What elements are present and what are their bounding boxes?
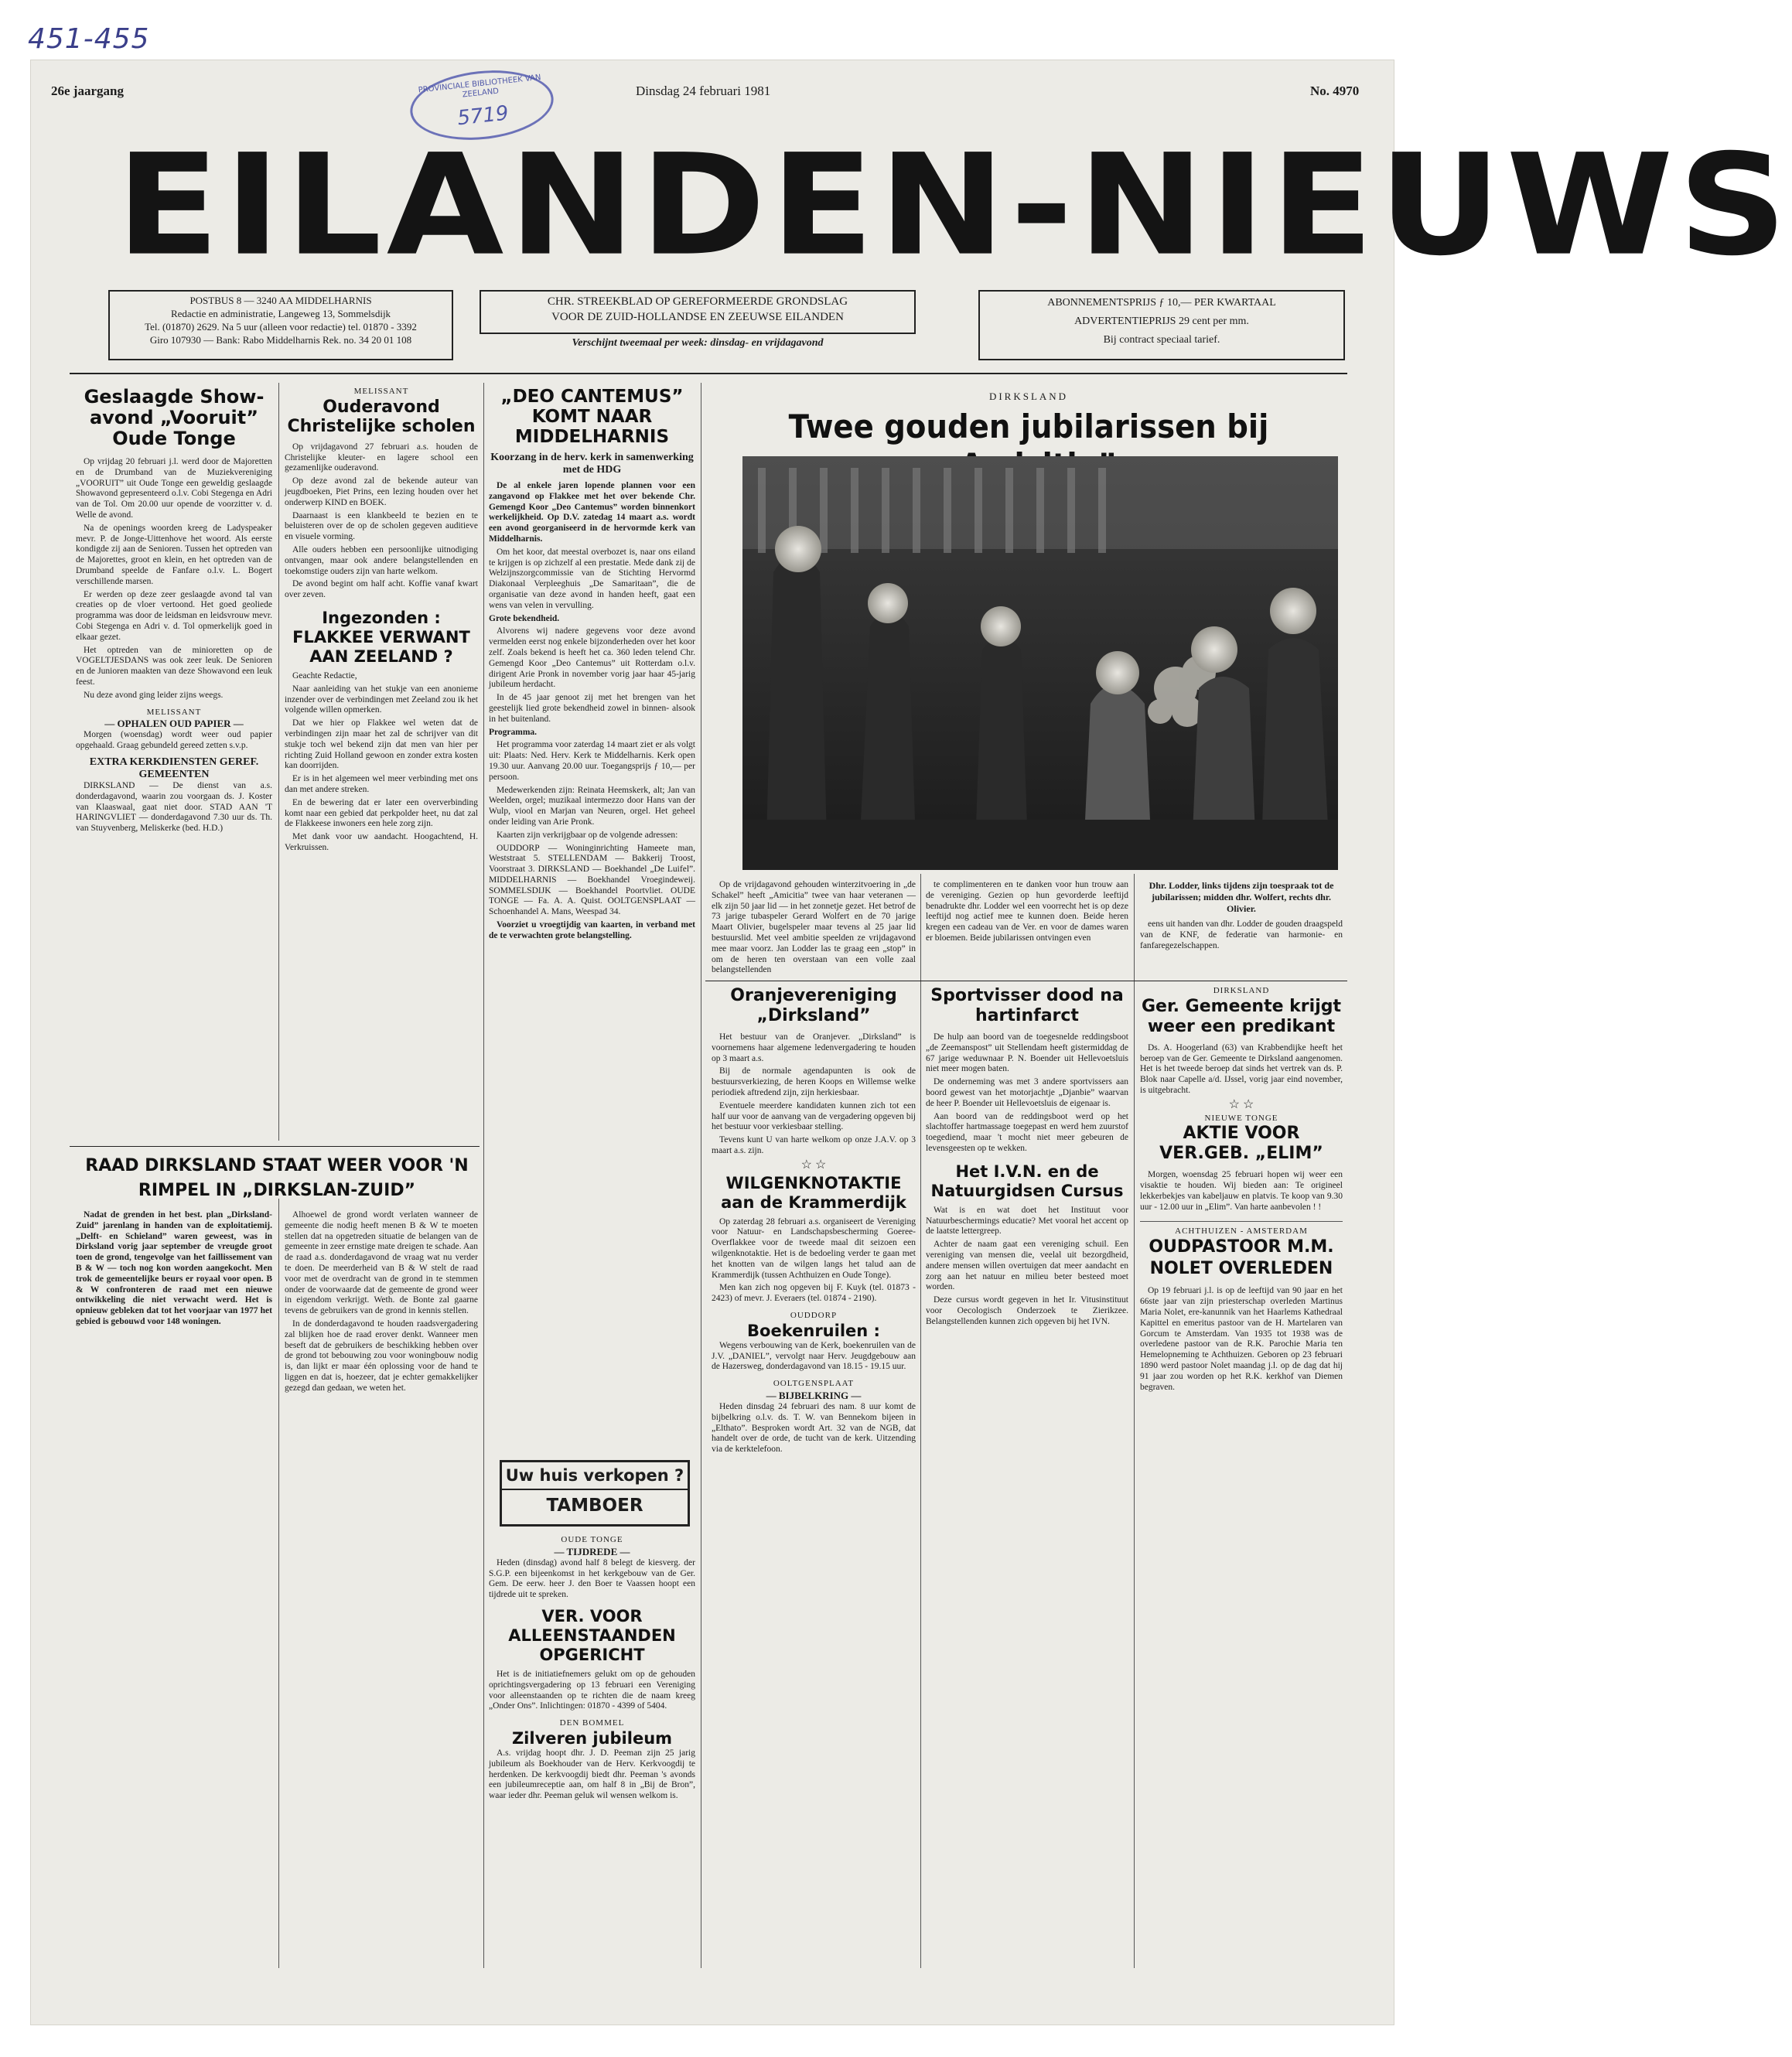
paragraph: Het bestuur van de Oranjever. „Dirksland” is voornemens haar algemene ledenvergadering te houden op 3 maart a.s.	[712, 1032, 916, 1063]
paragraph: Programma.	[489, 727, 538, 737]
column-1	[76, 387, 272, 1141]
paragraph: Aan boord van de reddingsboot werd op het slachtoffer hartmassage toegepast en werd hem zuurstof toegediend, maar 't mocht niet meer gebeuren de levensgeesten op te wekken.	[926, 1111, 1128, 1153]
headline-jubilarissen: Twee gouden jubilarissen bij	[788, 408, 1269, 445]
paragraph: Bij de normale agendapunten is ook de bestuursverkiezing, de heren Koops en Willemse welke periodiek aftredend zijn, zijn herkiesbaar.	[712, 1066, 916, 1097]
column-rule	[278, 1199, 279, 1968]
paragraph: Met dank voor uw aandacht. Hoogachtend, H. Verkruissen.	[285, 832, 478, 852]
ad-line: Uw huis verkopen ?	[502, 1462, 688, 1490]
paragraph: DIRKSLAND — De dienst van a.s. donderdagavond, waarin zou voorgaan ds. J. Koster van Klaaswaal, gaat niet door. STAD AAN 'T HARINGVLIET — donderdagavond 7.30 uur ds. Th. van Stuyvenberg, Meliskerke (bed. H.D.)	[76, 780, 272, 834]
bottom-col-b	[285, 1210, 478, 1968]
headline-oranjevereniging: Oranjevereniging „Dirksland”	[730, 986, 897, 1025]
paragraph: Wat is en wat doet het Instituut voor Natuurbeschermings educatie? Met vooral het accent op de laatste lettergreep.	[926, 1205, 1128, 1237]
paragraph: In de 45 jaar genoot zij met het brengen van het geestelijk lied grote bekendheid zowel in binnen- alsook in het buitenland.	[489, 693, 695, 724]
photo-jubilarissen	[742, 456, 1338, 870]
star-divider: ☆ ☆	[1228, 1097, 1254, 1111]
volume: 26e jaargang	[51, 84, 124, 98]
paragraph: Morgen, woensdag 25 februari hopen wij weer een visaktie te houden. Wij bieden aan: Te origineel lekkerbekjes van kabeljauw en platvis. Te koop van 9.30 uur - 12.00 uur in „Elim”. Van harte aanbevolen ! !	[1140, 1170, 1343, 1212]
kicker: DIRKSLAND	[1213, 986, 1270, 995]
column-rule	[920, 874, 921, 1968]
headline-sportvisser: Sportvisser dood na hartinfarct	[930, 986, 1124, 1025]
header-rule	[70, 373, 1347, 374]
paragraph: Daarnaast is een klankbeeld te bezien en te beluisteren over de op de scholen gegeven auditieve en visuele vorming.	[285, 510, 478, 542]
headline-ingezonden: Ingezonden : FLAKKEE VERWANT AAN ZEELAND ?	[292, 608, 470, 666]
paragraph: Wegens verbouwing van de Kerk, boekenruilen van de J.V. „DANIEL”, vervolgt naar Herv. Jeugdgebouw aan de Hazersweg, donderdagavond van 18.15 - 19.15 uur.	[712, 1340, 916, 1372]
paragraph: En de bewering dat er later een oververbinding komt naar een gebied dat perkpolder heet, nu dat zal de Flakkeese inwoners een hele zorg zijn.	[285, 797, 478, 829]
paragraph: Om het koor, dat meestal overbozet is, naar ons eiland te krijgen is op zichzelf al een prestatie. Mede dank zij de Welzijnszorgcommissie van de Stichting Hervormd Diakonaal Verpleeghuis „De Samaritaan”, die de organisatie van deze avond in handen heeft, gaat een wens van velen in vervulling.	[489, 547, 695, 610]
ad-tamboer[interactable]	[500, 1460, 690, 1527]
subtitle-line: VOOR DE ZUID-HOLLANDSE EN ZEEUWSE EILANDEN	[551, 311, 844, 323]
paragraph: Tevens kunt U van harte welkom op onze J.A.V. op 3 maart a.s. zijn.	[712, 1135, 916, 1155]
paragraph: Nadat de grenden in het best. plan „Dirksland-Zuid” jarenlang in handen van de exploitatiemij. „Delft- en Schieland” waren geweest, was in Dirksland vorig jaar september de vreugde groot toen de grond, tengevolge van het faillissement van B & W — toch nog kon worden aangekocht. Men trok de gemeentelijke beurs er royaal voor open. B & W confronteren de raad met een nieuwe ontwikkeling die niet verwacht werd. Het is opnieuw gebleken dat tot het voorjaar van 1977 het gebied is gebouwd voor 148 woningen.	[76, 1210, 272, 1326]
kicker: DEN BOMMEL	[559, 1718, 625, 1728]
paragraph: Op 19 februari j.l. is op de leeftijd van 90 jaar en het 66ste jaar van zijn priesterschap overleden Martinus Maria Nolet, ere-kanunnik van het Haarlems Kathedraal Kapittel en emeritus pastoor van de H. Martelaren van Gorcum te Amsterdam. Van 1935 tot 1938 was de overledene pastoor van de R.K. Parochie Maria ten Hemelopneming te Achthuizen. Geboren op 23 februari 1890 werd pastoor Nolet maandag j.l. op de dag dat hij 91 jaar zou worden op het R.K. kerkhof van Diemen begraven.	[1140, 1286, 1343, 1392]
feature-col-b	[926, 880, 1128, 971]
paragraph: Naar aanleiding van het stukje van een anonieme inzender over de verbindingen met Zeeland zou ik het volgende willen opmerken.	[285, 684, 478, 715]
column-2	[285, 387, 478, 1141]
issue-number: No. 4970	[1310, 84, 1360, 98]
column-rule	[278, 383, 279, 1141]
stamp-number: 5719	[456, 101, 510, 131]
paragraph: De avond begint om half acht. Koffie vanaf kwart over zeven.	[285, 579, 478, 600]
publisher-line: Tel. (01870) 2629. Na 5 uur (alleen voor redactie) tel. 01870 - 3392	[145, 321, 417, 333]
headline-alleenstaanden: VER. VOOR ALLEENSTAANDEN OPGERICHT	[508, 1606, 676, 1664]
column-rule	[1134, 874, 1135, 1968]
ad-line: TAMBOER	[546, 1496, 643, 1516]
headline-ivn: Het I.V.N. en de Natuurgidsen Cursus	[930, 1162, 1124, 1200]
paragraph: Eventuele meerdere kandidaten kunnen zich tot een half uur voor de aanvang van de vergadering opgeven bij het bestuur voor verkiesbaar stelling.	[712, 1100, 916, 1132]
paragraph: Morgen (woensdag) wordt weer oud papier opgehaald. Graag gebundeld gereed zetten s.v.p.	[76, 730, 272, 751]
feature-col-c	[1140, 880, 1343, 971]
kicker: DIRKSLAND	[988, 391, 1069, 402]
paragraph: Ds. A. Hoogerland (63) van Krabbendijke heeft het beroep van de Ger. Gemeente te Dirksland aangenomen. Het is het tweede beroep dat sinds het vertrek van ds. P. Blok naar Capelle a/d. IJssel, vorig jaar eind november, is uitgebracht.	[1140, 1042, 1343, 1095]
headline-show-avond: Geslaagde Show-avond „Vooruit” Oude Tonge	[84, 386, 265, 449]
paragraph: Alhoewel de grond wordt verlaten wanneer de gemeente die nodig heeft menen B & W te moeten stellen dat na opgetreden situatie de belangen van de gemeente in zeer ernstige mate dreigen te schade. Aan de raad a.s. donderdagavond de vraag wat nu verder te doen. De meerderheid van B & W stelt de raad voor met de overdracht van de grond in te stemmen onder de voorwaarde dat de gemeente de grond weer in eigendom verkrijgt. Weth. de Bonte zal gaarne tevens de gebruikers van de grond in kennis stellen.	[285, 1210, 478, 1316]
paragraph: De onderneming was met 3 andere sportvissers aan boord gewest van het motorjachtje „Djanbie” waarvan de heer P. Boender uit Hellevoetsluis de eigenaar is.	[926, 1077, 1128, 1108]
paragraph: Grote bekendheid.	[489, 613, 560, 623]
paragraph: Men kan zich nog opgeven bij F. Kuyk (tel. 01873 - 2423) of mevr. J. Everaers (tel. 01874 - 2190).	[712, 1283, 916, 1304]
price-line: ABONNEMENTSPRIJS ƒ 10,— PER KWARTAAL	[1047, 297, 1276, 309]
paragraph: In de donderdagavond te houden raadsvergadering zal blijken hoe de raad erover denkt. Wanneer men beseft dat de gebruikers de beschikking hebben over de grond tot bebouwing zou voor woningbouw nodig is, dan lijkt er maar één oplossing voor de hand te liggen en dat is, hoezeer, dat je echter gemakkelijker gezegd dan gedaan, we weten het.	[285, 1318, 478, 1393]
paragraph: Na de openings woorden kreeg de Ladyspeaker mevr. P. de Jonge-Uittenhove het woord. Als eerste kondigde zij aan de Senioren. Tussen het optreden van de Majorettes, groot en klein, en het optreden van de Drumband speelde de Fanfare o.l.v. L. Bogert verschillende marsen.	[76, 523, 272, 586]
subhead: — OPHALEN OUD PAPIER —	[104, 718, 244, 730]
issue-date: Dinsdag 24 februari 1981	[636, 84, 771, 98]
paragraph: Alle ouders hebben een persoonlijke uitnodiging ontvangen, maar ook andere belangstellenden en toekomstige ouders zijn van harte welkom.	[285, 544, 478, 576]
kicker: OUDDORP	[790, 1310, 838, 1320]
lead-paragraph: De al enkele jaren lopende plannen voor een zangavond op Flakkee met het over bekende Chr. Gemengd Koor „Deo Cantemus” worden binnenkort werkelijkheid. Op D.V. zatedag 14 maart a.s. wordt een avond georganiseerd in de hervormde kerk van Middelharnis.	[489, 481, 695, 544]
paragraph: Op vrijdag 20 februari j.l. werd door de Majoretten en de Drumband van de Muziekvereniging „VOORUIT” uit Oude Tonge een geweldig geslaagde Showavond gepresenteerd o.l.v. Cobi Stegenga en Adri van de Tol. Om 20.00 uur opende de voorzitter v. d. Welle de avond.	[76, 457, 272, 520]
column-3-lower	[489, 1535, 695, 1968]
subtitle-line: CHR. STREEKBLAD OP GEREFORMEERDE GRONDSLAG	[547, 295, 848, 308]
headline-zilveren-jubileum: Zilveren jubileum	[511, 1728, 673, 1748]
kicker: ACHTHUIZEN - AMSTERDAM	[1140, 1221, 1343, 1237]
column-rule	[483, 383, 484, 1968]
handwritten-archive-ref: 451-455	[28, 23, 150, 55]
paragraph: Nu deze avond ging leider zijns weegs.	[84, 690, 224, 700]
headline-nolet: OUDPASTOOR M.M. NOLET OVERLEDEN	[1149, 1237, 1334, 1279]
publisher-line: Redactie en administratie, Langeweg 13, Sommelsdijk	[170, 308, 391, 319]
kicker: OOLTGENSPLAAT	[773, 1379, 855, 1389]
kicker: MELISSANT	[146, 707, 202, 717]
feature-col-a	[712, 880, 916, 975]
headline-wilgenknot: WILGENKNOTAKTIE aan de Krammerdijk	[721, 1173, 906, 1212]
paragraph: Heden (dinsdag) avond half 8 belegt de kiesverg. der S.G.P. een bijeenkomst in het kerkgebouw van de Ger. Gem. De eerw. heer J. den Boer te Vaassen hoopt een tijdrede uit te spreken.	[489, 1557, 695, 1600]
stamp-label: PROVINCIALE BIBLIOTHEEK VAN ZEELAND	[418, 73, 541, 100]
column-3	[489, 387, 695, 1616]
paragraph: Het optreden van de minioretten op de VOGELTJESDANS was ook zeer leuk. De Senioren en de Junioren maakten van deze Showavond een leuk feest.	[76, 645, 272, 687]
kicker: MELISSANT	[353, 387, 409, 396]
subhead: — TIJDREDE —	[554, 1545, 630, 1557]
column-5	[926, 986, 1128, 1968]
kicker: OUDE TONGE	[561, 1535, 623, 1544]
price-line: ADVERTENTIEPRIJS 29 cent per mm.	[1074, 316, 1249, 327]
paragraph: Het programma voor zaterdag 14 maart ziet er als volgt uit: Plaats: Ned. Herv. Kerk te Middelharnis. Kerk open 19.30 uur. Aanvang 20.00 uur. Toegangsprijs ƒ 10,— per persoon.	[489, 740, 695, 782]
paragraph: Kaarten zijn verkrijgbaar op de volgende adressen:	[497, 830, 678, 840]
paragraph: Er is in het algemeen wel meer verbinding met ons dan met andere streken.	[285, 774, 478, 794]
paragraph: De hulp aan boord van de toegesnelde reddingsboot „de Zeemanspost” uit Stellendam heeft gistermiddag de 67 jarige weduwnaar P. N. Boender uit Hellevoetsluis niet meer mogen baten.	[926, 1032, 1128, 1074]
paragraph: Medewerkenden zijn: Reinata Heemskerk, alt; Jan van Weelden, orgel; muzikaal intermezzo door Hans van der Wulp, viool en Marjan van Neuren, orgel. Het geheel onder leiding van Arie Pronk.	[489, 785, 695, 827]
bottom-col-a	[76, 1210, 272, 1968]
paragraph: Op deze avond zal de bekende auteur van jeugdboeken, Piet Prins, een lezing houden over het onderwerp KIND en BOEK.	[285, 476, 478, 507]
price-line: Bij contract speciaal tarief.	[1103, 334, 1220, 346]
column-6	[1140, 986, 1343, 1968]
paragraph: Achter de naam gaat een vereniging schuil. Een vereniging van mensen die, veelal uit bezorgdheid, andere mensen willen overtuigen dat meer aandacht en zorg aan het natuur en milieu beter besteed moet worden.	[926, 1240, 1128, 1292]
paragraph: Er werden op deze zeer geslaagde avond tal van creaties op de vloer vertoond. Het goed geoliede programma was door de leidsman en leidsvrouw mevr. Cobi Stegenga en Adri v. d. Tol opmerkelijk goed in elkaar gezet.	[76, 589, 272, 642]
headline-predikant: Ger. Gemeente krijgt weer een predikant	[1141, 996, 1342, 1036]
publication-note: Verschijnt tweemaal per week: dinsdag- en vrijdagavond	[572, 337, 824, 349]
headline-elim: AKTIE VOOR VER.GEB. „ELIM”	[1159, 1124, 1323, 1164]
section-rule	[70, 1146, 480, 1147]
photo-caption: Dhr. Lodder, links tijdens zijn toespraak tot de jubilarissen; midden dhr. Wolfert, rechts dhr. Olivier.	[1149, 880, 1334, 914]
star-divider: ☆ ☆	[800, 1158, 827, 1172]
paragraph: te complimenteren en te danken voor hun trouw aan de vereniging. Gezien op hun gevorderde leeftijd benadrukte dhr. Lodder wel een voorrecht het is op deze leeftijd nog actief mee te kunnen doen. Beide heren kregen een cadeau van de Ver. en voor de dames waren er bloemen. Beide jubilarissen ontvingen even	[926, 880, 1128, 943]
subhead: Koorzang in de herv. kerk in samenwerking met de HDG	[490, 452, 694, 476]
publisher-line: Giro 107930 — Bank: Rabo Middelharnis Rek. no. 34 20 01 108	[149, 334, 412, 346]
subtitle-box	[480, 290, 916, 334]
kicker: NIEUWE TONGE	[1204, 1113, 1278, 1123]
photo-image	[742, 456, 1338, 870]
paragraph: Op zaterdag 28 februari a.s. organiseert de Vereniging voor Natuur- en Landschapsbescherming Goeree-Overflakkee voor de tweede maal dit seizoen een wilgenknotaktie. Het is de bedoeling verder te gaan met het knotten van de wilgen langs het talud aan de Krammerdijk (tussen Achthuizen en Oude Tonge).	[712, 1216, 916, 1280]
paragraph: eens uit handen van dhr. Lodder de gouden draagspeld van de KNF, de federatie van harmonie- en fanfaregezelschappen.	[1140, 919, 1343, 950]
paragraph: Op vrijdagavond 27 februari a.s. houden de Christelijke kleuter- en lagere school een gezamenlijke ouderavond.	[285, 442, 478, 473]
masthead	[116, 125, 1792, 287]
price-box	[978, 290, 1345, 360]
paragraph: A.s. vrijdag hoopt dhr. J. D. Peeman zijn 25 jarig jubileum als Boekhouder van de Herv. Kerkvoogdij te herdenken. De kerkvoogdij biedt dhr. Peeman 's avonds een jubileumreceptie aan, om half 8 in „Bij de Bron”, waar ieder dhr. Peeman geluk wil wensen welkom is.	[489, 1748, 695, 1801]
headline-ouderavond: Ouderavond Christelijke scholen	[287, 397, 476, 436]
headline-deo-cantemus: „DEO CANTEMUS” KOMT NAAR MIDDELHARNIS	[500, 387, 684, 447]
publisher-box	[108, 290, 453, 360]
headline-boekenruilen: Boekenruilen :	[747, 1321, 880, 1340]
paragraph: OUDDORP — Woninginrichting Hameete man, Weststraat 5. STELLENDAM — Bakkerij Troost, Voorstraat 3. DIRKSLAND — Boekhandel „De Luifel”. MIDDELHARNIS — Boekhandel Vroegindeweij. SOMMELSDIJK — Boekhandel Poortvliet. OUDE TONGE — Fa. A. A. Quist. OOLTGENSPLAAT — Schoenhandel A. Mans, Weespad 34.	[489, 843, 695, 917]
newspaper-title: EILANDEN-NIEUWS	[116, 125, 1792, 287]
paragraph: Voorziet u vroegtijdig van kaarten, in verband met de te verwachten grote belangstelling.	[489, 920, 695, 940]
publisher-line: POSTBUS 8 — 3240 AA MIDDELHARNIS	[189, 295, 372, 306]
paragraph: Deze cursus wordt gegeven in het Ir. Vitusinstituut voor Oecologisch Onderzoek te Zierikzee. Belangstellenden kunnen zich opgeven bij het IVN.	[926, 1295, 1128, 1326]
column-4	[712, 986, 916, 1968]
subhead-kerkdiensten: EXTRA KERKDIENSTEN GEREF. GEMEENTEN	[89, 756, 259, 780]
subhead: — BIJBELKRING —	[766, 1389, 862, 1401]
paragraph: Dat we hier op Flakkee wel weten dat de verbindingen zijn maar het zal de schrijver van dit stukje toch wel bekend zijn dat men van hier per richting Zuid Holland gewoon en zonder extra kosten kan doorrijden.	[285, 718, 478, 771]
paragraph: Het is de initiatiefnemers gelukt om op de gehouden oprichtingsvergadering op 13 februari een Vereniging voor alleenstaanden op te richten die de naam kreeg „Onder Ons”. Inlichtingen: 01870 - 4399 of 5404.	[489, 1669, 695, 1711]
paragraph: Alvorens wij nadere gegevens voor deze avond vermelden eerst nog enkele bijzonderheden over het koor zelf. Zoals bekend is heeft het ca. 360 leden telend Chr. Gemengd Koor „Deo Cantemus” uit Rotterdam o.l.v. dirigent Arie Pronk in november vorig jaar haar 45-jarig jubileum herdacht.	[489, 626, 695, 690]
paragraph: Heden dinsdag 24 februari des nam. 8 uur komt de bijbelkring o.l.v. ds. T. W. van Bennekom bijeen in „Elthato”. Besproken wordt Art. 32 van de NGB, dat handelt over de orde, de tucht van de kerk. Uitzending via de kerktelefoon.	[712, 1401, 916, 1455]
paragraph: Op de vrijdagavond gehouden winterzitvoering in „de Schakel” heeft „Amicitia” twee van haar veteranen — elk zijn 50 jaar lid — in het zonnetje gezet. Het betrof de 73 jarige tubaspeler Gerard Wolfert en de 70 jarige Maart Olivier, bugelspeler maar tevens al 25 jaar lid bestuurslid. Met veel ambitie speelden ze vrijdagavond mee maar voorz. Jan Lodder las te graag een „stop” in om de heren ten overstaan van een volle zaal belangstellenden	[712, 880, 916, 975]
headline-raad-dirksland: RAAD DIRKSLAND STAAT WEER VOOR 'N RIMPEL IN „DIRKSLAN-ZUID”	[85, 1156, 469, 1200]
paragraph: Geachte Redactie,	[292, 670, 357, 681]
